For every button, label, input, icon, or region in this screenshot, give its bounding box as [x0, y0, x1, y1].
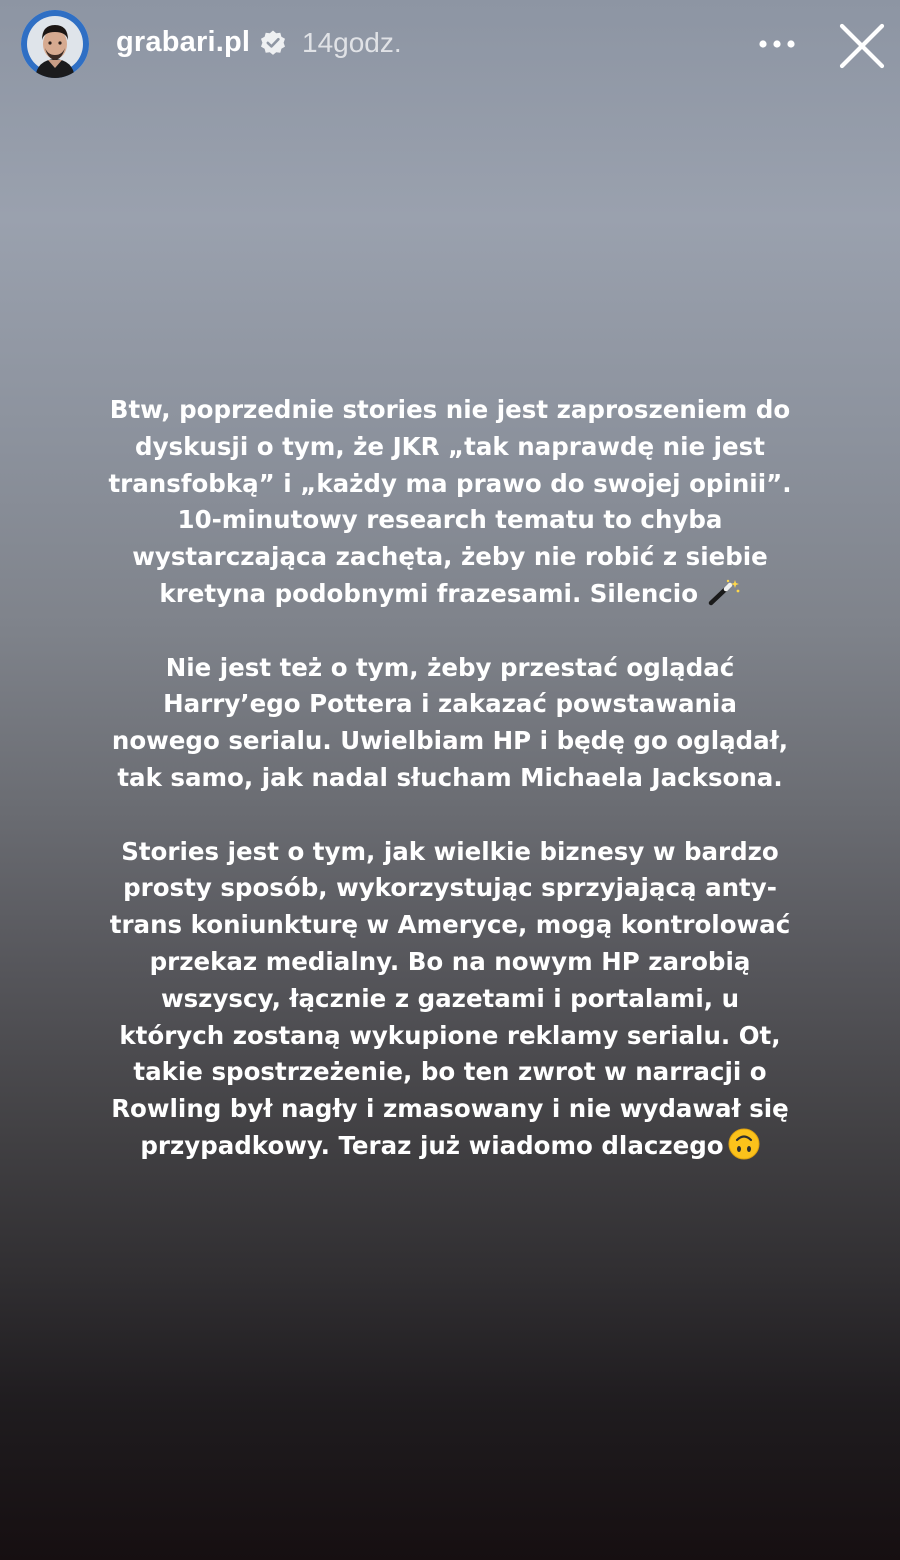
more-options-icon	[757, 39, 797, 49]
story-paragraph-3	[60, 834, 840, 1165]
magic-wand-icon	[707, 578, 741, 606]
story-paragraph-2: Nie jest też o tym, żeby przestać oglądać Harry’ego Pottera i zakazać powstawania nowego serialu. Uwielbiam HP i będę go oglądał, tak samo, jak nadal słucham Michaela Jacksona.	[111, 652, 789, 792]
avatar[interactable]	[21, 10, 89, 78]
close-icon	[834, 18, 890, 74]
avatar-image	[21, 10, 89, 78]
post-time: 14godz.	[302, 27, 402, 58]
close-button[interactable]	[834, 18, 890, 74]
story-text	[60, 392, 840, 1165]
more-options-button[interactable]	[752, 24, 802, 64]
verified-badge-icon	[259, 29, 287, 57]
story-paragraph-1-text: Btw, poprzednie stories nie jest zaproszeniem do dyskusji o tym, że JKR „tak naprawdę nie jest transfobką” i „każdy ma prawo do swojej opinii”. 10-minutowy research tematu to chyba wystarczająca zachęta, żeby nie robić z siebie kretyna podobnymi frazesami. Silencio	[108, 395, 792, 608]
upside-down-face-icon	[728, 1128, 760, 1160]
story-paragraph-1	[60, 392, 840, 613]
story-header	[0, 0, 900, 88]
story-paragraph-3-text: Stories jest o tym, jak wielkie biznesy w bardzo prosty sposób, wykorzystując sprzyjającą anty- trans koniunkturę w Ameryce, mogą kontrolować przekaz medialny. Bo na nowym HP zarobią wszyscy, łącznie z gazetami i portalami, u których zostaną wykupione reklamy serialu. Ot, takie spostrzeżenie, bo ten zwrot w narracji o Rowling był nagły i zmasowany i nie wydawał się przypadkowy. Teraz już wiadomo dlaczego	[109, 836, 791, 1160]
username[interactable]: grabari.pl	[116, 26, 251, 58]
